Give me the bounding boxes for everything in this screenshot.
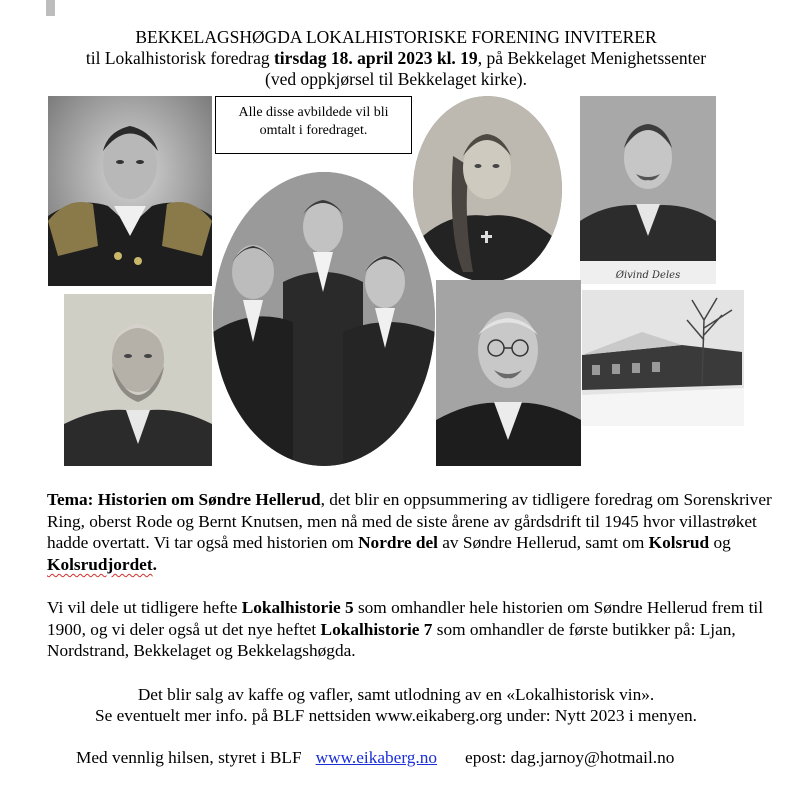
- email-text: epost: dag.jarnoy@hotmail.no: [465, 748, 675, 767]
- kolsrud: Kolsrud: [648, 533, 710, 553]
- elderly-bearded-man-photo: [64, 294, 212, 466]
- event-location-note: (ved oppkjørsel til Bekkelaget kirke).: [265, 69, 527, 89]
- caption-line-1: Alle disse avbildede vil bli: [238, 105, 389, 120]
- hefte-paragraph: [47, 597, 777, 662]
- nordre-del: Nordre del: [358, 533, 438, 553]
- invitation-heading: BEKKELAGSHØGDA LOKALHISTORISKE FORENING INVITERER: [135, 27, 657, 47]
- three-men-group-photo: [213, 172, 435, 466]
- farmhouse-winter-photo: [582, 290, 744, 426]
- tema-text-1: , det blir en oppsummering av tidligere foredrag om Sorenskriver Ring, oberst Rode og Bernt Knutsen, men nå med de siste årene av gårdsdrift til 1945 hvor villastrøket hadde overtatt. Vi tar også med historien om: [47, 490, 772, 553]
- officer-portrait-photo: [48, 96, 212, 286]
- kolsrudjordet: Kolsrudjordet: [47, 554, 153, 574]
- tema-period: .: [152, 554, 157, 574]
- signature-text: Øivind Deles: [615, 270, 681, 281]
- scrollbar-stub[interactable]: [46, 0, 55, 16]
- hefte-text-1: Vi vil dele ut tidligere hefte: [47, 598, 242, 617]
- caption-line-2: omtalt i foredraget.: [259, 123, 368, 138]
- salg-line-1: Det blir salg av kaffe og vafler, samt utlodning av en «Lokalhistorisk vin».: [137, 685, 655, 704]
- man-with-glasses-photo: [436, 280, 581, 466]
- hefte-text-2: som omhandler hele historien om Søndre Hellerud frem til 1900, og vi deler også ut det nye heftet: [47, 598, 763, 639]
- tema-text-2: av Søndre Hellerud, samt om: [437, 533, 649, 553]
- invitation-event-line: [0, 48, 792, 69]
- greeting: Med vennlig hilsen, styret i BLF: [76, 748, 302, 767]
- website-link[interactable]: www.eikaberg.no: [315, 748, 438, 767]
- tema-paragraph: [47, 489, 777, 575]
- footer-line: [76, 747, 776, 769]
- young-woman-portrait-photo: [413, 96, 562, 282]
- lokalhistorie-7: Lokalhistorie 7: [320, 619, 433, 639]
- event-prefix: til Lokalhistorisk foredrag: [85, 48, 274, 68]
- tema-text-3: og: [709, 533, 731, 553]
- tema-label: Tema:: [47, 490, 98, 509]
- event-location: , på Bekkelaget Menighetssenter: [477, 48, 707, 68]
- hefte-text-3: som omhandler de første butikker på: Ljan, Nordstrand, Bekkelaget og Bekkelagshøgda.: [47, 619, 736, 661]
- tema-title: Historien om Søndre Hellerud: [97, 490, 321, 509]
- lokalhistorie-5: Lokalhistorie 5: [241, 598, 354, 617]
- collage-caption-box: [215, 96, 412, 154]
- salg-line-2: Se eventuelt mer info. på BLF nettsiden www.eikaberg.org under: Nytt 2023 i menyen.: [95, 706, 697, 725]
- event-date: tirsdag 18. april 2023 kl. 19: [273, 48, 478, 68]
- man-with-mustache-photo: [580, 96, 716, 284]
